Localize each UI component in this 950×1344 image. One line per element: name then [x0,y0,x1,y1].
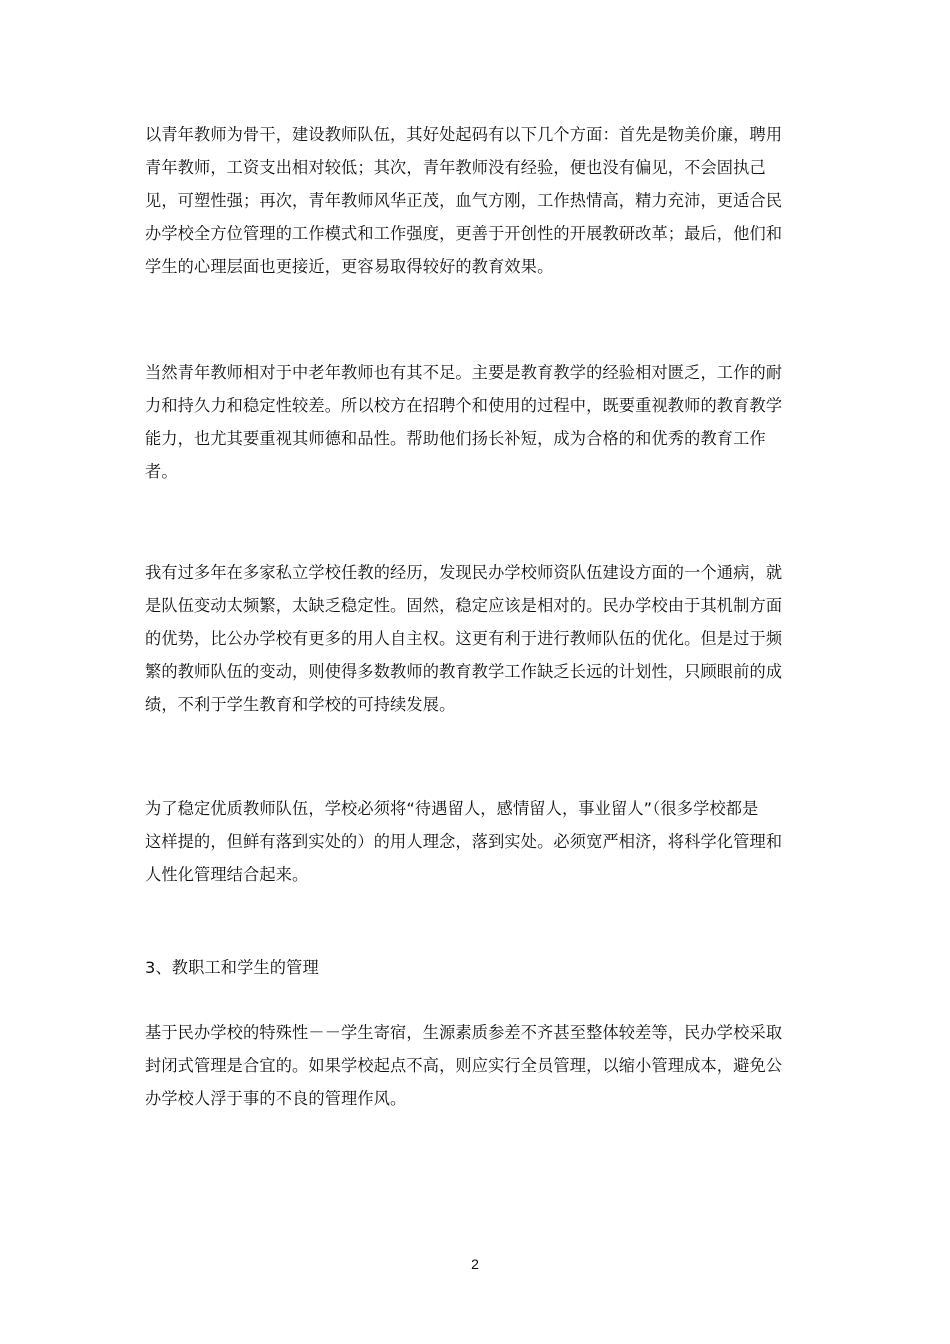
paragraph-retention-ideas: 为了稳定优质教师队伍，学校必须将“待遇留人，感情留人，事业留人”（很多学校都是 这样提的，但鲜有落到实处的）的用人理念，落到实处。必须宽严相济，将科学化管理和 人性化管理结合起来。 [145,799,783,884]
paragraph-staff-stability: 我有过多年在多家私立学校任教的经历，发现民办学校师资队伍建设方面的一个通病，就 是队伍变动太频繁，太缺乏稳定性。固然，稳定应该是相对的。民办学校由于其机制方面 的优势，比公办学校有更多的用人自主权。这更有利于进行教师队伍的优化。但是过于频 繁的教师队伍的变动，则使得多数教师的教育教学工作缺乏长远的计划性，只顾眼前的成 绩，不利于学生教育和学校的可持续发展。 [145,563,783,714]
page-number: 2 [471,1256,479,1272]
paragraph-young-teachers-benefits: 以青年教师为骨干，建设教师队伍，其好处起码有以下几个方面：首先是物美价廉，聘用 青年教师，工资支出相对较低；其次，青年教师没有经验，便也没有偏见，不会固执己 见，可塑性强；再次，青年教师风华正茂，血气方刚，工作热情高，精力充沛，更适合民 办学校全方位管理的工作模式和工作强度，更善于开创性的开展教研改革；最后，他们和 学生的心理层面也更接近，更容易取得较好的教育效果。 [145,125,783,276]
section-heading: 3、教职工和学生的管理 [145,958,319,977]
paragraph-young-teachers-shortcomings: 当然青年教师相对于中老年教师也有其不足。主要是教育教学的经验相对匮乏，工作的耐 力和持久力和稳定性较差。所以校方在招聘个和使用的过程中，既要重视教师的教育教学 能力，也尤其要重视其师德和品性。帮助他们扬长补短，成为合格的和优秀的教育工作 者。 [145,363,783,481]
paragraph-closed-management: 基于民办学校的特殊性－－学生寄宿，生源素质参差不齐甚至整体较差等，民办学校采取 封闭式管理是合宜的。如果学校起点不高，则应实行全员管理，以缩小管理成本，避免公 办学校人浮于事的不良的管理作风。 [145,1023,783,1108]
